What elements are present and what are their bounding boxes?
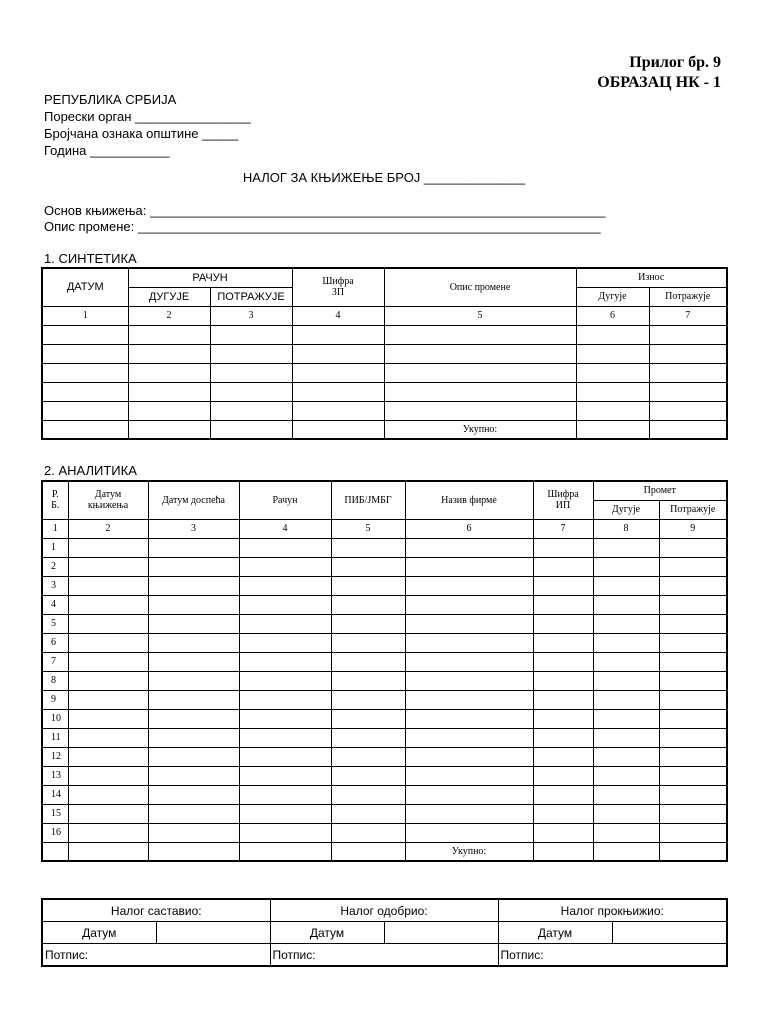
row-number: 10 [42,709,68,728]
col-number: 3 [210,306,292,325]
organization-block [44,91,251,159]
analytics-heading: 2. АНАЛИТИКА [44,463,137,478]
col-code [533,481,593,519]
col-ordinal-line1: Р. [51,489,59,501]
col-turnover: Промет [593,481,727,500]
col-amount: Износ [576,268,727,287]
table-row [42,766,727,785]
total-row [42,842,727,861]
table-row [42,344,727,363]
row-number: 5 [42,614,68,633]
table-row [42,633,727,652]
form-code: ОБРАЗАЦ НК - 1 [597,74,721,91]
table-row [42,614,727,633]
table-row [42,401,727,420]
col-ordinal [42,481,68,519]
col-account: Рачун [239,481,331,519]
table-row [42,804,727,823]
table-row [42,557,727,576]
year-field: Година ___________ [44,143,170,158]
col-number: 5 [384,306,576,325]
col-number: 6 [405,519,533,538]
col-credit: ПОТРАЖУЈЕ [210,287,292,306]
annex-number: Прилог бр. 9 [629,54,721,71]
col-number: 2 [128,306,210,325]
row-number: 13 [42,766,68,785]
table-row [42,728,727,747]
signature-label: Потпис: [42,944,270,967]
row-number: 14 [42,785,68,804]
row-number: 7 [42,652,68,671]
approved-by-label: Налог одобрио: [270,899,498,922]
change-description-field: Опис промене: ________________________________________________________________ [44,219,601,234]
table-row [42,785,727,804]
col-description: Опис промене [384,268,576,306]
table-row [42,538,727,557]
date-label: Датум [270,922,384,944]
col-account: РАЧУН [128,268,292,287]
col-number: 1 [42,519,68,538]
col-date: ДАТУМ [42,268,128,306]
row-number: 6 [42,633,68,652]
col-code [292,268,384,306]
prepared-by-label: Налог саставио: [42,899,270,922]
col-number: 3 [148,519,239,538]
col-number: 4 [292,306,384,325]
col-tax-id: ПИБ/ЈМБГ [331,481,405,519]
col-code-line1: Шифра [547,489,579,501]
signature-table [41,898,728,967]
total-label: Укупно: [384,420,576,439]
col-ordinal-line2: Б. [51,500,60,512]
municipality-field: Бројчана ознака општине _____ [44,126,239,141]
date-label: Датум [498,922,612,944]
total-label: Укупно: [405,842,533,861]
analytics-table [41,480,728,862]
col-posting-date-line1: Датум [94,489,122,501]
table-row [42,652,727,671]
col-debit: ДУГУЈЕ [128,287,210,306]
row-number: 1 [42,538,68,557]
table-row [42,595,727,614]
synthetics-heading: 1. СИНТЕТИКА [44,251,137,266]
col-amount-debit: Дугује [576,287,649,306]
col-number: 4 [239,519,331,538]
row-number: 8 [42,671,68,690]
row-number: 3 [42,576,68,595]
col-number: 9 [659,519,727,538]
col-number: 7 [649,306,727,325]
table-row [42,671,727,690]
row-number: 16 [42,823,68,842]
tax-office-field: Порески орган ________________ [44,109,251,124]
basis-block [44,203,605,235]
col-code-line2: ЗП [331,287,345,299]
col-credit: Потражује [659,500,727,519]
col-number: 1 [42,306,128,325]
signature-label: Потпис: [498,944,727,967]
posted-by-label: Налог прокњижио: [498,899,727,922]
synthetics-table [41,267,728,440]
col-number: 8 [593,519,659,538]
table-row [42,823,727,842]
col-code-line1: Шифра [322,276,354,288]
row-number: 2 [42,557,68,576]
republic-label: РЕПУБЛИКА СРБИЈА [44,92,177,107]
table-row [42,325,727,344]
row-number: 12 [42,747,68,766]
col-number: 7 [533,519,593,538]
col-amount-credit: Потражује [649,287,727,306]
col-due-date: Датум доспећа [148,481,239,519]
document-title: НАЛОГ ЗА КЊИЖЕЊЕ БРОЈ ______________ [242,170,526,185]
col-debit: Дугује [593,500,659,519]
table-row [42,690,727,709]
total-row [42,420,727,439]
table-row [42,709,727,728]
row-number: 15 [42,804,68,823]
table-row [42,747,727,766]
row-number: 4 [42,595,68,614]
row-number: 9 [42,690,68,709]
date-label: Датум [42,922,156,944]
col-posting-date [68,481,148,519]
col-number: 5 [331,519,405,538]
basis-field: Основ књижења: _______________________________________________________________ [44,203,606,218]
col-number: 2 [68,519,148,538]
col-number: 6 [576,306,649,325]
row-number: 11 [42,728,68,747]
table-row [42,363,727,382]
col-posting-date-line2: књижења [87,500,129,512]
signature-label: Потпис: [270,944,498,967]
table-row [42,576,727,595]
table-row [42,382,727,401]
col-code-line2: ИП [555,500,571,512]
col-company-name: Назив фирме [405,481,533,519]
